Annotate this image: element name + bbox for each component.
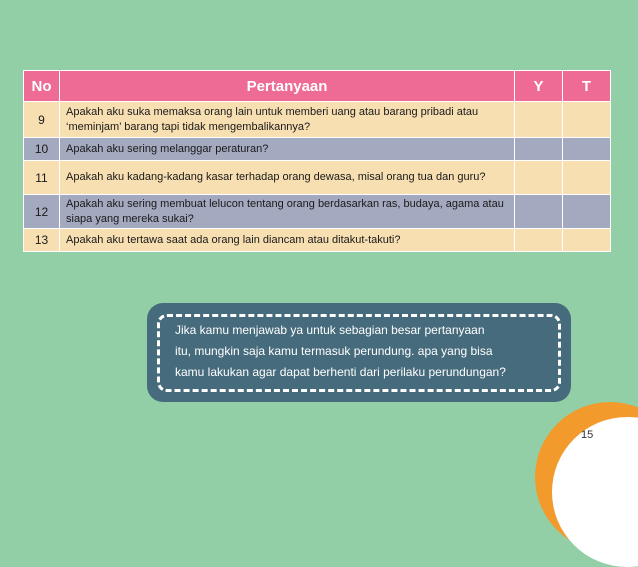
questionnaire-table (23, 70, 611, 252)
row-question: Apakah aku sering melanggar peraturan? (60, 138, 515, 161)
table-row (24, 102, 611, 138)
table-header-row (24, 71, 611, 102)
answer-yes-cell[interactable] (515, 195, 563, 229)
row-number: 11 (24, 161, 60, 195)
callout-line: Jika kamu menjawab ya untuk sebagian besar pertanyaan (175, 323, 485, 337)
row-question: Apakah aku sering membuat lelucon tentang orang berdasarkan ras, budaya, agama atau siapa yang mereka sukai? (60, 195, 515, 229)
row-question: Apakah aku kadang-kadang kasar terhadap orang dewasa, misal orang tua dan guru? (60, 161, 515, 195)
row-number: 10 (24, 138, 60, 161)
callout-text (175, 320, 545, 383)
table-row (24, 161, 611, 195)
answer-no-cell[interactable] (563, 229, 611, 252)
row-number: 9 (24, 102, 60, 138)
answer-yes-cell[interactable] (515, 161, 563, 195)
answer-no-cell[interactable] (563, 195, 611, 229)
callout-line: kamu lakukan agar dapat berhenti dari perilaku perundungan? (175, 365, 506, 379)
table-row (24, 229, 611, 252)
page-badge-inner (552, 417, 638, 567)
row-number: 12 (24, 195, 60, 229)
header-yes: Y (515, 71, 563, 102)
page-badge (535, 402, 638, 552)
callout-box (147, 303, 571, 402)
row-question: Apakah aku suka memaksa orang lain untuk memberi uang atau barang pribadi atau ‘meminjam’ barang tapi tidak mengembalikannya? (60, 102, 515, 138)
answer-no-cell[interactable] (563, 102, 611, 138)
page-number: 15 (581, 429, 594, 441)
header-no: No (24, 71, 60, 102)
answer-yes-cell[interactable] (515, 138, 563, 161)
header-question: Pertanyaan (60, 71, 515, 102)
answer-no-cell[interactable] (563, 161, 611, 195)
callout-line: itu, mungkin saja kamu termasuk perundung. apa yang bisa (175, 344, 493, 358)
row-question: Apakah aku tertawa saat ada orang lain diancam atau ditakut-takuti? (60, 229, 515, 252)
answer-yes-cell[interactable] (515, 229, 563, 252)
answer-no-cell[interactable] (563, 138, 611, 161)
header-no-answer: T (563, 71, 611, 102)
answer-yes-cell[interactable] (515, 102, 563, 138)
table-row (24, 138, 611, 161)
table-row (24, 195, 611, 229)
row-number: 13 (24, 229, 60, 252)
